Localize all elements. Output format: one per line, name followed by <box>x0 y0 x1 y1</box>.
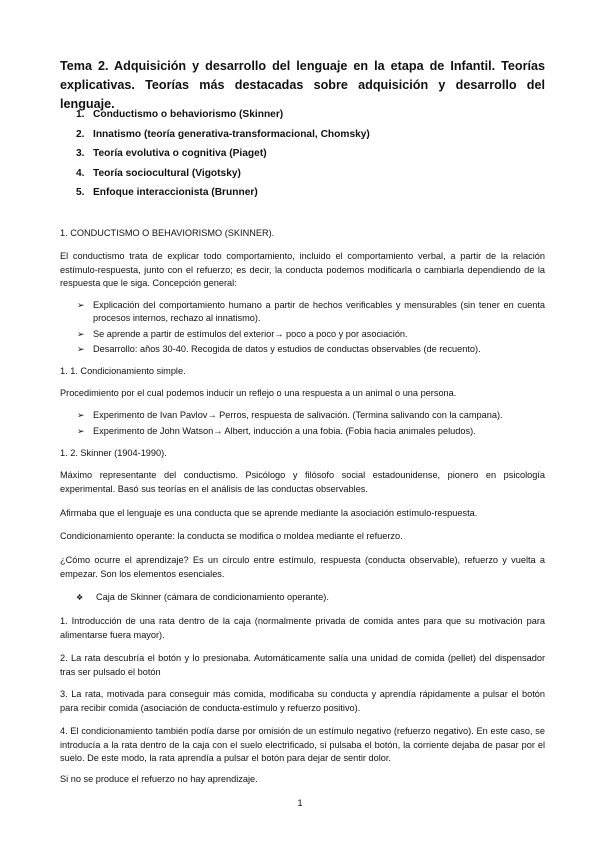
paragraph: Afirmaba que el lenguaje es una conducta que se aprende mediante la asociación estímulo-respuesta. <box>60 508 478 518</box>
toc-item: 1. Conductismo o behaviorismo (Skinner) <box>76 109 284 120</box>
experiments-list <box>77 409 545 440</box>
toc-item: 4. Teoría sociocultural (Vigotsky) <box>76 167 241 179</box>
arrow-bullet-icon: ➢ <box>77 425 85 436</box>
step-paragraph: 3. La rata, motivada para conseguir más comida, modificaba su conducta y aprendía rápidamente a pulsar el botón para recibir comida (asociación de conducta-estímulo y refuerzo positivo). <box>60 689 545 713</box>
arrow-bullet-icon: ➢ <box>77 344 85 355</box>
page-number: 1 <box>297 798 303 808</box>
step-paragraph: 4. El condicionamiento también podía darse por omisión de un estímulo negativo (refuerzo negativo). En este caso, se introducía a la rata dentro de la caja con el suelo electrificado, si pulsaba el botón, la corriente dejaba de pasar por el suelo. De este modo, la rata aprendía a pulsar el botón para dejar de sentir dolor. <box>60 726 545 764</box>
list-item: ➢ Explicación del comportamiento humano a partir de hechos verificables y mensurables (sin tener en cuenta procesos internos, rechazo al innatismo). <box>77 300 545 324</box>
step-paragraph: 2. La rata descubría el botón y lo presionaba. Automáticamente salía una unidad de comida (pellet) del dispensador tras ser pulsado el botón <box>60 653 545 677</box>
subsection-heading: 1. 1. Condicionamiento simple. <box>60 366 186 376</box>
paragraph: Condicionamiento operante: la conducta se modifica o moldea mediante el refuerzo. <box>60 531 403 541</box>
step-paragraph: 1. Introducción de una rata dentro de la caja (normalmente privada de comida antes para que su motivación para alimentarse fuera mayor). <box>60 616 545 640</box>
list-item: ➢ Se aprende a partir de estímulos del exterior→ poco a poco y por asociación. <box>77 328 545 341</box>
paragraph: Si no se produce el refuerzo no hay aprendizaje. <box>60 774 258 784</box>
list-item: ➢ Experimento de John Watson→ Albert, inducción a una fobia. (Fobia hacia animales peludos). <box>77 425 545 438</box>
diamond-bullet-icon: ❖ <box>76 593 84 602</box>
concept-list <box>77 299 545 359</box>
paragraph: Máximo representante del conductismo. Psicólogo y filósofo social estadounidense, pionero en psicología experimental. Basó sus teorías en el análisis de las conductas observables. <box>60 470 545 494</box>
subsection-heading: 1. 2. Skinner (1904-1990). <box>60 448 167 458</box>
arrow-bullet-icon: ➢ <box>77 328 85 339</box>
page-title: Tema 2. Adquisición y desarrollo del lenguaje en la etapa de Infantil. Teorías explicativas. Teorías más destacadas sobre adquisición y desarrollo del lenguaje. <box>60 59 545 111</box>
list-item: ➢ Experimento de Ivan Pavlov→ Perros, respuesta de salivación. (Termina salivando con la campana). <box>77 409 545 422</box>
paragraph: ¿Cómo ocurre el aprendizaje? Es un círculo entre estímulo, respuesta (conducta observable), refuerzo y vuelta a empezar. Son los elementos esenciales. <box>60 555 545 579</box>
section-heading: 1. CONDUCTISMO O BEHAVIORISMO (SKINNER). <box>60 228 275 238</box>
toc-item: 5. Enfoque interaccionista (Brunner) <box>76 187 258 198</box>
skinner-box-item: ❖ Caja de Skinner (cámara de condicionamiento operante). <box>76 591 329 605</box>
list-item: ➢ Desarrollo: años 30-40. Recogida de datos y estudios de conductas observables (de recuento). <box>77 343 545 356</box>
toc-item: 3. Teoría evolutiva o cognitiva (Piaget) <box>76 148 267 159</box>
table-of-contents <box>76 107 370 205</box>
paragraph: Procedimiento por el cual podemos inducir un reflejo o una respuesta a un animal o una persona. <box>60 388 457 398</box>
arrow-bullet-icon: ➢ <box>77 300 85 310</box>
arrow-bullet-icon: ➢ <box>77 410 85 420</box>
intro-paragraph: El conductismo trata de explicar todo comportamiento, incluido el comportamiento verbal, a partir de la relación estímulo-respuesta, junto con el refuerzo; es decir, la conducta podemos modificarla o cambiarla dependiendo de la respuesta que le siga. Concepción general: <box>60 251 545 289</box>
toc-item: 2. Innatismo (teoría generativa-transformacional, Chomsky) <box>76 128 370 140</box>
